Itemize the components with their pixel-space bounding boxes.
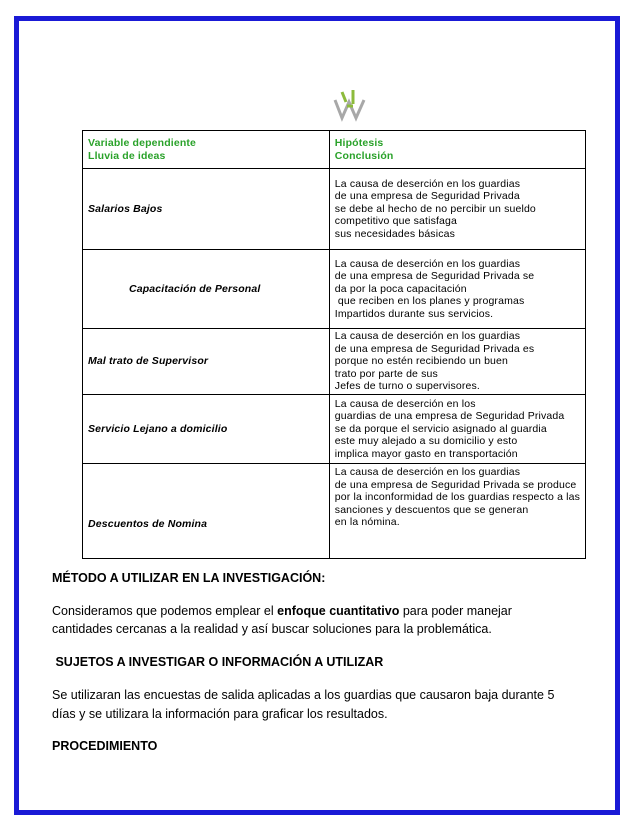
hypothesis-line: La causa de deserción en los guardias: [334, 466, 521, 478]
metodo-paragraph-line-1: [52, 602, 512, 621]
hypothesis-line: implica mayor gasto en transportación: [334, 447, 518, 460]
hypothesis-line: en la nómina.: [334, 516, 400, 529]
hypothesis-cell: [329, 464, 585, 559]
metodo-text-c: para poder manejar: [399, 604, 512, 618]
hypothesis-line: competitivo que satisfaga: [334, 215, 458, 228]
vv-leaf-logo-icon: [333, 88, 367, 122]
table-row: [83, 464, 586, 559]
hypothesis-line: que reciben en los planes y programas: [334, 295, 525, 308]
table-row: [83, 329, 586, 395]
metodo-paragraph-line-2: cantidades cercanas a la realidad y así buscar soluciones para la problemática.: [52, 622, 492, 636]
hypothesis-line: sus necesidades básicas: [334, 227, 455, 240]
hypothesis-line: se da porque el servicio asignado al guardia: [334, 422, 547, 435]
metodo-heading: MÉTODO A UTILIZAR EN LA INVESTIGACIÓN:: [52, 571, 326, 585]
header-variable-label: Variable dependiente: [88, 136, 197, 149]
variable-text: Salarios Bajos: [88, 202, 163, 215]
hypothesis-line: de una empresa de Seguridad Privada se: [334, 270, 535, 283]
hypothesis-line: da por la poca capacitación: [334, 282, 467, 295]
hypothesis-line: sanciones y descuentos que se generan: [334, 503, 529, 516]
hypothesis-line: de una empresa de Seguridad Privada se produce: [334, 478, 577, 491]
hypothesis-line: La causa de deserción en los guardias: [334, 330, 521, 343]
sujetos-heading: SUJETOS A INVESTIGAR O INFORMACIÓN A UTILIZAR: [52, 655, 384, 669]
hypothesis-line: de una empresa de Seguridad Privada es: [334, 342, 535, 355]
hypothesis-line: trato por parte de sus: [334, 367, 438, 380]
variable-cell: [83, 329, 330, 395]
metodo-text-bold: enfoque cuantitativo: [277, 604, 400, 618]
hypothesis-cell: [329, 329, 585, 395]
header-hypothesis-label: Hipótesis: [334, 136, 384, 149]
hypothesis-cell: [329, 395, 585, 464]
sujetos-paragraph-line-2: días y se utilizara la información para graficar los resultados.: [52, 707, 388, 721]
hypothesis-line: La causa de deserción en los guardias: [334, 177, 521, 190]
variable-cell: [83, 250, 330, 329]
table-row: [83, 395, 586, 464]
hypothesis-line: guardias de una empresa de Seguridad Privada: [334, 410, 565, 423]
hypothesis-line: porque no estén recibiendo un buen: [334, 355, 509, 368]
hypothesis-line: La causa de deserción en los: [334, 397, 476, 410]
variable-cell: [83, 169, 330, 250]
variable-cell: [83, 464, 330, 559]
hypothesis-line: por la inconformidad de los guardias respecto a las: [334, 491, 580, 504]
header-left-cell: [83, 131, 330, 169]
header-conclusion-label: Conclusión: [334, 149, 394, 162]
hypothesis-line: La causa de deserción en los guardias: [334, 257, 521, 270]
hypothesis-line: Impartidos durante sus servicios.: [334, 307, 494, 320]
variable-cell: [83, 395, 330, 464]
table-row: [83, 250, 586, 329]
header-right-cell: [329, 131, 585, 169]
hypothesis-cell: [329, 250, 585, 329]
variable-text: Capacitación de Personal: [129, 282, 261, 295]
metodo-text-a: Consideramos que podemos emplear el: [52, 604, 278, 618]
variable-text: Servicio Lejano a domicilio: [88, 422, 228, 435]
variable-text: Descuentos de Nomina: [88, 517, 208, 530]
hypothesis-line: este muy alejado a su domicilio y esto: [334, 435, 518, 448]
hypothesis-line: de una empresa de Seguridad Privada: [334, 190, 520, 203]
header-ideas-label: Lluvia de ideas: [88, 149, 166, 162]
hypothesis-cell: [329, 169, 585, 250]
table-header-row: [83, 131, 586, 169]
hypothesis-line: se debe al hecho de no percibir un sueldo: [334, 202, 536, 215]
hypothesis-line: Jefes de turno o supervisores.: [334, 380, 480, 393]
table-row: [83, 169, 586, 250]
hypothesis-table: [82, 130, 586, 559]
variable-text: Mal trato de Supervisor: [88, 355, 209, 368]
sujetos-paragraph-line-1: Se utilizaran las encuestas de salida aplicadas a los guardias que causaron baja durante 5: [52, 688, 555, 702]
procedimiento-heading: PROCEDIMIENTO: [52, 739, 158, 753]
